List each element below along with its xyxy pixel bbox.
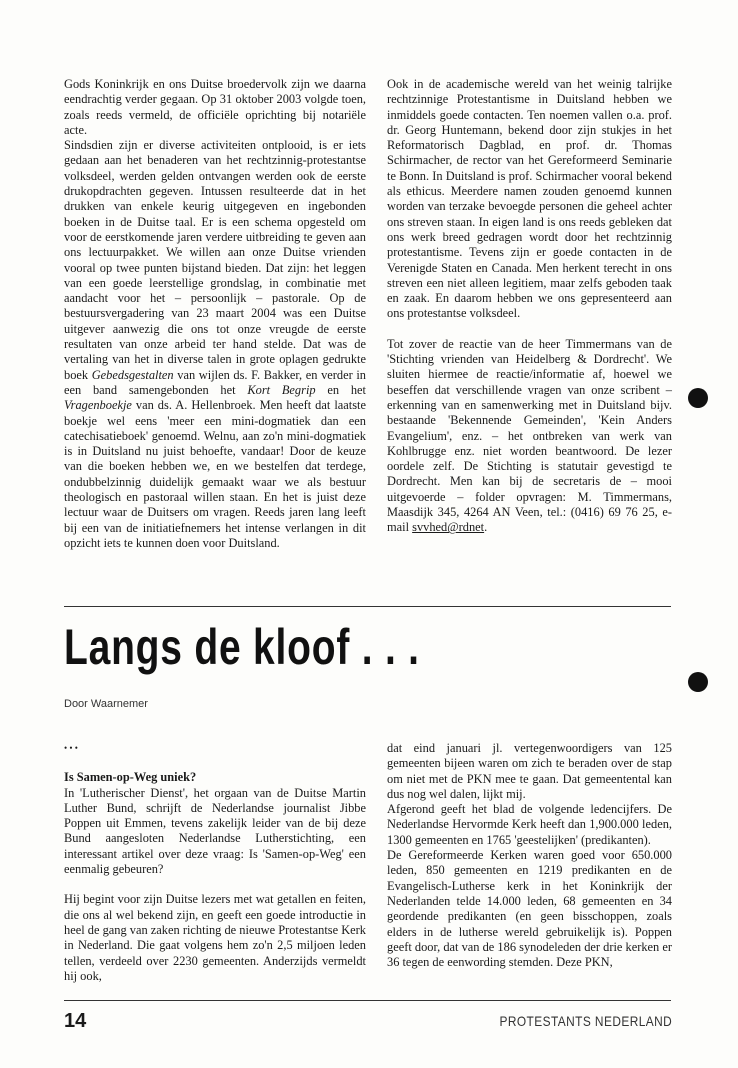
paragraph: In 'Lutherischer Dienst', het orgaan van de Duitse Martin Luther Bund, schrijft de Nederlandse journalist Jibbe Poppen uit Emmen, tevens zakelijk leider van de bij deze Bund aangesloten Nederlandse Lutherstichting, een interessant artikel over deze vraag: Is 'Samen-op-Weg' een eenmalig gebeuren?: [64, 785, 366, 877]
punch-hole: [688, 672, 708, 692]
article-title: Langs de kloof . . .: [64, 619, 420, 675]
punch-hole: [688, 388, 708, 408]
paragraph: Afgerond geeft het blad de volgende ledencijfers. De Nederlandse Hervormde Kerk heeft dan 1,900.000 leden, 1300 gemeenten en 1765 'geestelijken' (predikanten).: [387, 802, 672, 847]
paragraph: dat eind januari jl. vertegenwoordigers van 125 gemeenten bijeen waren om zich te beraden over de stap om niet met de PKN mee te gaan. Dat gemeentental kan dus nog wel dalen, lijkt mij.: [387, 741, 672, 801]
column-left-bottom: [64, 741, 366, 984]
column-right-bottom: [387, 741, 672, 970]
divider: [64, 606, 671, 607]
paragraph: Sindsdien zijn er diverse activiteiten ontplooid, is er iets gedaan aan het benaderen van het rechtzinnig-protestantse volksdeel, werden gelden ontvangen werden ook de eerste drukopdrachten gegeven. Intussen resulteerde dat in het drukken van enkele keurig uitgegeven en ingebonden boeken in de Duitse taal. Er is een schema opgesteld om voor de eerstkomende jaren verdere uitbreiding te geven aan ons lectuurpakket. We willen aan onze Duitse vrienden vooral op twee punten bijstand bieden. Dat zijn: het leggen van een goede leerstellige grondslag, in combinatie met aandacht voor het – persoonlijk – pastorale. Op de bestuursvergadering van 23 maart 2004 was een Duitse uitgever aanwezig die ons tot onze vreugde de eerste resultaten van onze arbeid ter hand stelde. Dat was de vertaling van het in diverse talen in grote oplagen gedrukte boek Gebedsgestalten van wijlen ds. F. Bakker, en verder in een band samengebonden het Kort Begrip en het Vragenboekje van ds. A. Hellenbroek. Men heeft dat laatste boekje wel eens 'meer een mini-dogmatiek dan een catechisatieboek' genoemd. Welnu, aan zo'n mini-dogmatiek is in Duitsland nu juist behoefte, vandaar! Door de keuze van die boeken hebben we, en we bestelfen dat terdege, ondubbelzinnig duidelijk gemaakt waar we als bestuur theologisch en pastoraal willen staan. En het is juist deze lectuur waar de Duitsers om vragen. Reeds jaren lang leeft bij een van de initiatiefnemers het intense verlangen in dit opzicht iets te kunnen doen voor Duitsland.: [64, 138, 366, 550]
section-heading: Is Samen-op-Weg uniek?: [64, 770, 197, 785]
byline: Door Waarnemer: [64, 698, 148, 710]
paragraph: De Gereformeerde Kerken waren goed voor 650.000 leden, 850 gemeenten en 1219 predikanten en de Evangelisch-Lutherse kerk in het Koninkrijk der Nederlanden telde 14.000 leden, 68 gemeenten en 34 geordende predikanten (en geen bisschoppen, zoals elders in de lutherse wereld gebruikelijk is). Poppen geeft door, dat van de 186 synodeleden der drie kerken er 36 tegen de eenwording stemden. Deze PKN,: [387, 848, 672, 970]
page-number: 14: [64, 1010, 87, 1032]
column-left-top: [64, 77, 366, 551]
email-link[interactable]: svvhed@rdnet: [412, 520, 485, 535]
section-dots: • • •: [64, 743, 78, 753]
publication-name: PROTESTANTS NEDERLAND: [499, 1013, 672, 1029]
paragraph: Ook in de academische wereld van het weinig talrijke rechtzinnige Protestantisme in Duitsland hebben we inmiddels goede contacten. Ten noemen vallen o.a. prof. dr. Georg Huntemann, bekend door zijn stukjes in het Reformatorisch Dagblad, en prof. dr. Thomas Schirmacher, de rector van het Gereformeerd Seminarie te Bonn. In Duitsland is prof. Schirmacher vooral bekend als ethicus. Meerdere namen zouden genoemd kunnen worden van terzake bevoegde personen die geheel achter ons streven staan. In eigen land is ons reeds gebleken dat ons werk breed gedragen wordt door het rechtzinnig protestantisme. Tevens zijn er goede contacten in de Verenigde Staten en Canada. Men herkent terecht in ons streven een niet alleen legitiem, maar zelfs geboden taak en zaak. En daarom hebben we ons gepresenteerd aan ons protestantse volksdeel.: [387, 77, 672, 321]
paragraph: Hij begint voor zijn Duitse lezers met wat getallen en feiten, die ons al wel bekend zijn, en geeft een goede introductie in heel de gang van zaken richting de nieuwe Protestantse Kerk in Nederland. Die gaat volgens hem zo'n 2,5 miljoen leden tellen, verdeeld over 2230 gemeenten. Anderzijds vermeldt hij ook,: [64, 892, 366, 983]
paragraph: Gods Koninkrijk en ons Duitse broedervolk zijn we daarna eendrachtig verder gegaan. Op 31 oktober 2003 volgde toen, zoals reeds vermeld, de officiële oprichting bij notariële acte.: [64, 77, 366, 137]
footer-divider: [64, 1000, 671, 1001]
paragraph: Tot zover de reactie van de heer Timmermans van de 'Stichting vrienden van Heidelberg & Dordrecht'. We sluiten hiermee de reactie/informatie af, hoewel we beseffen dat verschillende vragen van onze scribent – erkenning van en samenwerking met in Duitsland bijv. bestaande 'Bekennende Gemeinden', 'Kein Anders Evangelium', enz. – het ontbreken van werk van Kohlbrugge enz. niet worden beantwoord. De lezer oordele zelf. De Stichting is statutair gevestigd te Dordrecht. Men kan bij de secretaris de – mooi uitgevoerde – folder opvragen: M. Timmermans, Maasdijk 345, 4264 AN Veen, tel.: (0416) 69 76 25, e-mail svvhed@rdnet.: [387, 336, 672, 535]
column-right-top: [387, 77, 672, 536]
